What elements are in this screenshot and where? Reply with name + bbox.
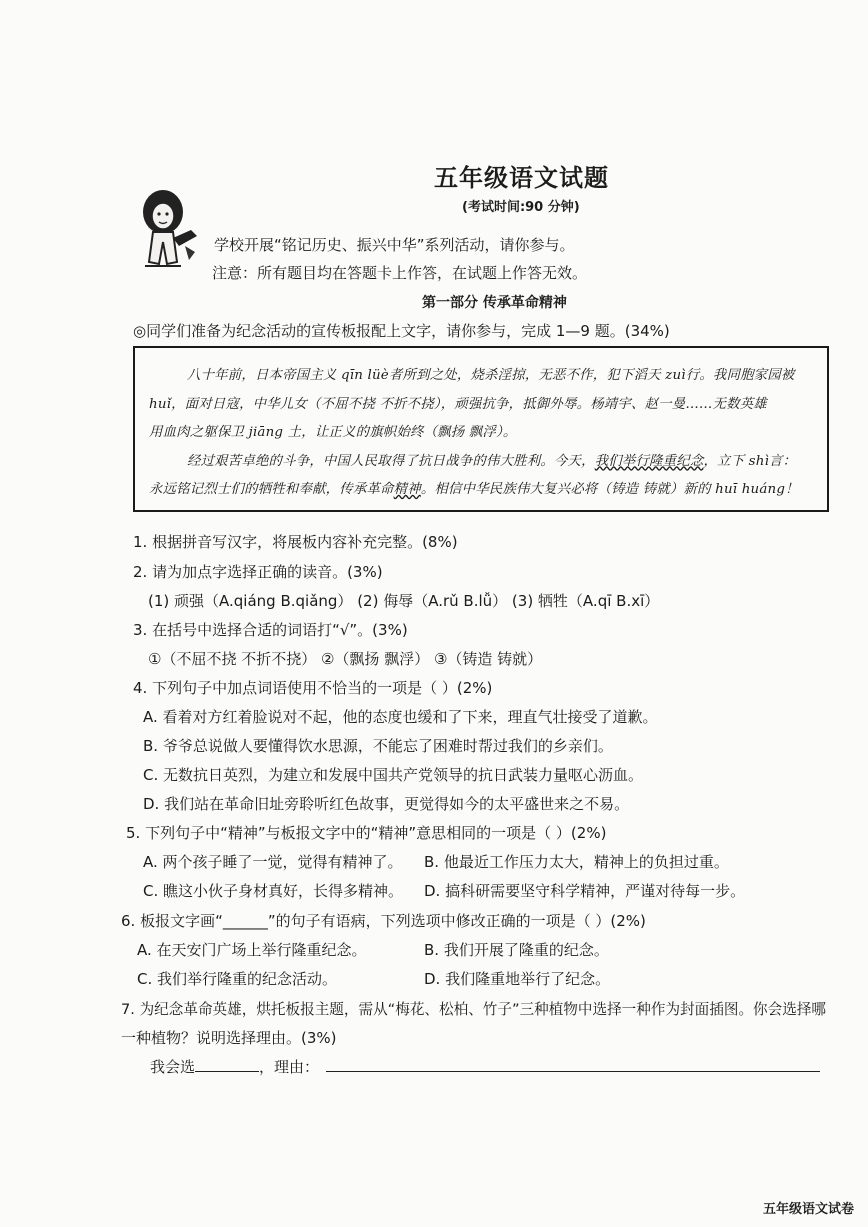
question-4-option-a: A. 看着对方红着脸说对不起，他的态度也缓和了下来，理直气壮接受了道歉。 xyxy=(143,708,658,726)
exam-time: (考试时间:90 分钟) xyxy=(462,200,580,215)
question-4: 4. 下列句子中加点词语使用不恰当的一项是（ ）(2%) xyxy=(133,679,493,697)
passage-line: 八十年前，日本帝国主义 qīn lüè者所到之处，烧杀淫掠，无恶不作，犯下滔天 zuì行。我同胞家园被 xyxy=(187,368,795,383)
question-6-option-c: C. 我们举行隆重的纪念活动。 xyxy=(137,970,338,988)
question-7-continued: 一种植物？说明选择理由。(3%) xyxy=(121,1029,337,1047)
question-6-option-a: A. 在天安门广场上举行隆重纪念。 xyxy=(137,941,367,959)
page-title: 五年级语文试题 xyxy=(434,164,609,192)
question-6-option-b: B. 我们开展了隆重的纪念。 xyxy=(424,941,609,959)
question-4-option-c: C. 无数抗日英烈，为建立和发展中国共产党领导的抗日武装力量呕心沥血。 xyxy=(143,766,644,784)
question-6-blank: ______ xyxy=(222,912,268,930)
reason-label: ，理由： xyxy=(259,1058,320,1076)
question-3-options: ①（不屈不挠 不折不挠） ②（飘扬 飘浮） ③（铸造 铸就） xyxy=(148,650,543,668)
section-heading: 第一部分 传承革命精神 xyxy=(422,295,567,311)
question-5-option-d: D. 搞科研需要坚守科学精神，严谨对待每一步。 xyxy=(424,882,746,900)
question-5: 5. 下列句子中“精神”与板报文字中的“精神”意思相同的一项是（ ）(2%) xyxy=(126,824,607,842)
question-6-text: ”的句子有语病，下列选项中修改正确的一项是（ ）(2%) xyxy=(267,912,646,930)
board-passage xyxy=(133,346,829,512)
question-5-option-b: B. 他最近工作压力太大，精神上的负担过重。 xyxy=(424,853,729,871)
question-6 xyxy=(121,910,646,931)
question-1: 1. 根据拼音写汉字，将展板内容补充完整。(8%) xyxy=(133,533,458,551)
answer-label: 我会选 xyxy=(150,1058,196,1076)
faulty-sentence: 我们举行隆重纪念 xyxy=(594,453,704,469)
passage-line xyxy=(149,476,817,505)
passage-line: 用血肉之躯保卫 jiāng 土，让正义的旗帜始终（飘扬 飘浮）。 xyxy=(149,425,517,440)
question-5-option-c: C. 瞧这小伙子身材真好，长得多精神。 xyxy=(143,882,404,900)
question-6-text: 6. 板报文字画“ xyxy=(121,912,223,930)
reason-blank[interactable] xyxy=(326,1071,820,1072)
passage-text: ，立下 shì言： xyxy=(703,453,797,469)
intro-text: 学校开展“铭记历史、振兴中华”系列活动，请你参与。 xyxy=(214,236,575,254)
marked-word: 精神 xyxy=(393,482,421,497)
section-lead: ◎同学们准备为纪念活动的宣传板报配上文字，请你参与，完成 1—9 题。(34%) xyxy=(133,322,670,340)
question-4-option-b: B. 爷爷总说做人要懂得饮水思源，不能忘了困难时帮过我们的乡亲们。 xyxy=(143,737,613,755)
question-6-option-d: D. 我们隆重地举行了纪念。 xyxy=(424,970,611,988)
question-7-answer xyxy=(150,1056,319,1077)
answer-blank[interactable] xyxy=(195,1057,259,1072)
question-7: 7. 为纪念革命英雄，烘托板报主题，需从“梅花、松柏、竹子”三种植物中选择一种作为封面插图。你会选择哪 xyxy=(121,1001,827,1018)
passage-text: 。相信中华民族伟大复兴必将（铸造 铸就）新的 huī huáng！ xyxy=(420,482,799,497)
question-2: 2. 请为加点字选择正确的读音。(3%) xyxy=(133,563,383,581)
cartoon-mascot-illustration xyxy=(133,186,205,270)
page-footer: 五年级语文试卷 xyxy=(762,1202,854,1217)
question-5-option-a: A. 两个孩子睡了一觉，觉得有精神了。 xyxy=(143,853,403,871)
passage-text: 经过艰苦卓绝的斗争，中国人民取得了抗日战争的伟大胜利。今天， xyxy=(187,453,595,469)
question-2-options: (1) 顽强（A.qiáng B.qiǎng） (2) 侮辱（A.rǔ B.lǚ） (3) 牺牲（A.qī B.xī） xyxy=(148,592,660,610)
passage-line xyxy=(149,448,817,477)
question-3: 3. 在括号中选择合适的词语打“√”。(3%) xyxy=(133,621,408,639)
passage-line: huǐ，面对日寇，中华儿女（不屈不挠 不折不挠），顽强抗争，抵御外辱。杨靖宇、赵一曼……无数英雄 xyxy=(149,396,767,412)
passage-text: 永远铭记烈士们的牺牲和奉献，传承革命 xyxy=(149,482,394,497)
question-4-option-d: D. 我们站在革命旧址旁聆听红色故事，更觉得如今的太平盛世来之不易。 xyxy=(143,795,630,813)
notice-text: 注意：所有题目均在答题卡上作答，在试题上作答无效。 xyxy=(212,264,588,282)
